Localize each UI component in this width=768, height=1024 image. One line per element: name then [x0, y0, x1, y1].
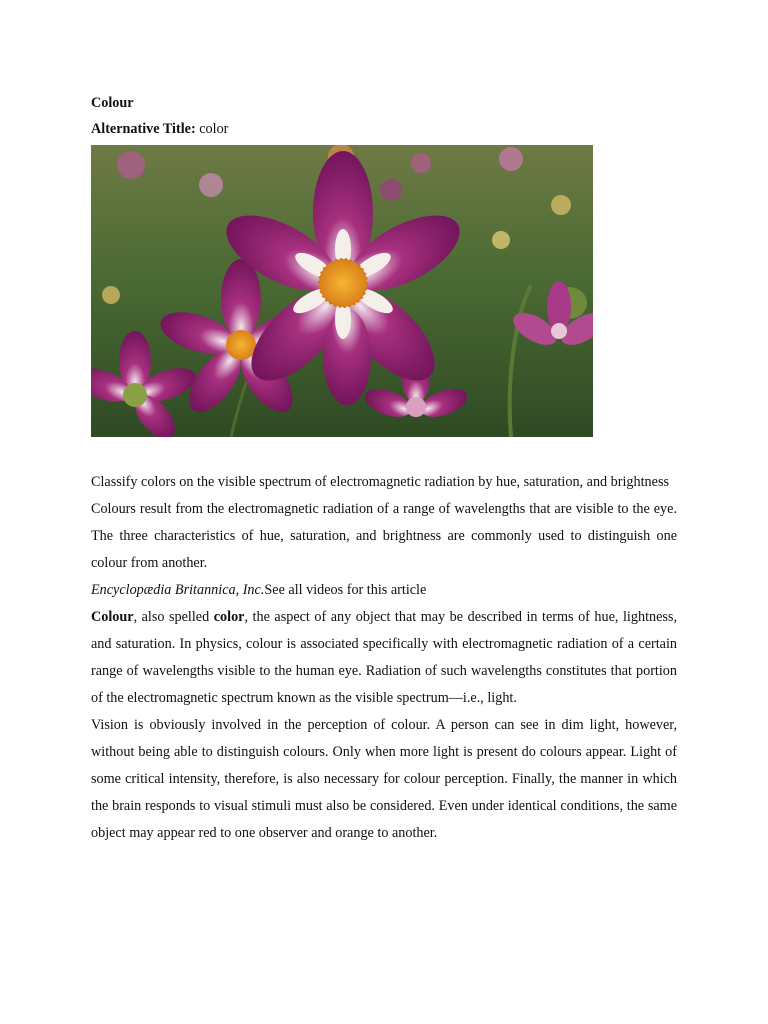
see-all-videos-link[interactable]: See all videos for this article: [264, 582, 427, 598]
body-paragraph-2: Vision is obviously involved in the perception of colour. A person can see in dim light, however, without being able to distinguish colours. Only when more light is present do colours appear. Light of some critical intensity, therefore, is also necessary for colour perception. Finally, the manner in which the brain responds to visual stimuli must also be considered. Even under identical conditions, the same object may appear red to one observer and orange to another.: [91, 717, 677, 841]
dahlia-photo: [91, 145, 593, 437]
dahlia-photo-illustration: [91, 145, 593, 437]
term-colour: Colour: [91, 609, 134, 625]
body-paragraph-1-part-b: , the aspect of any object that may be described in terms of hue, lightness, and saturation. In physics, colour is associated specifically with electromagnetic radiation of a certain range of wavelengths visible to the human eye. Radiation of such wavelengths constitutes that portion of the electromagnetic spectrum known as the visible spectrum—i.e., light.: [91, 609, 677, 706]
alternative-title-label: Alternative Title:: [91, 121, 196, 137]
figure-description: Colours result from the electromagnetic radiation of a range of wavelengths that are visible to the eye. The three characteristics of hue, saturation, and brightness are commonly used to distinguish one colour from another.: [91, 501, 677, 571]
alternative-title-value: color: [199, 121, 229, 137]
body-paragraph-1: [91, 604, 677, 712]
figure-credit: Encyclopædia Britannica, Inc.: [91, 582, 265, 598]
article: [91, 93, 677, 847]
figure-caption: Classify colors on the visible spectrum of electromagnetic radiation by hue, saturation, and brightness: [91, 474, 669, 490]
term-color: color: [213, 609, 245, 625]
body-paragraph-1-part-a: , also spelled: [133, 609, 214, 625]
alternative-title: [91, 119, 677, 139]
figure-credit-line: [91, 577, 677, 604]
article-title: Colour: [91, 95, 134, 111]
